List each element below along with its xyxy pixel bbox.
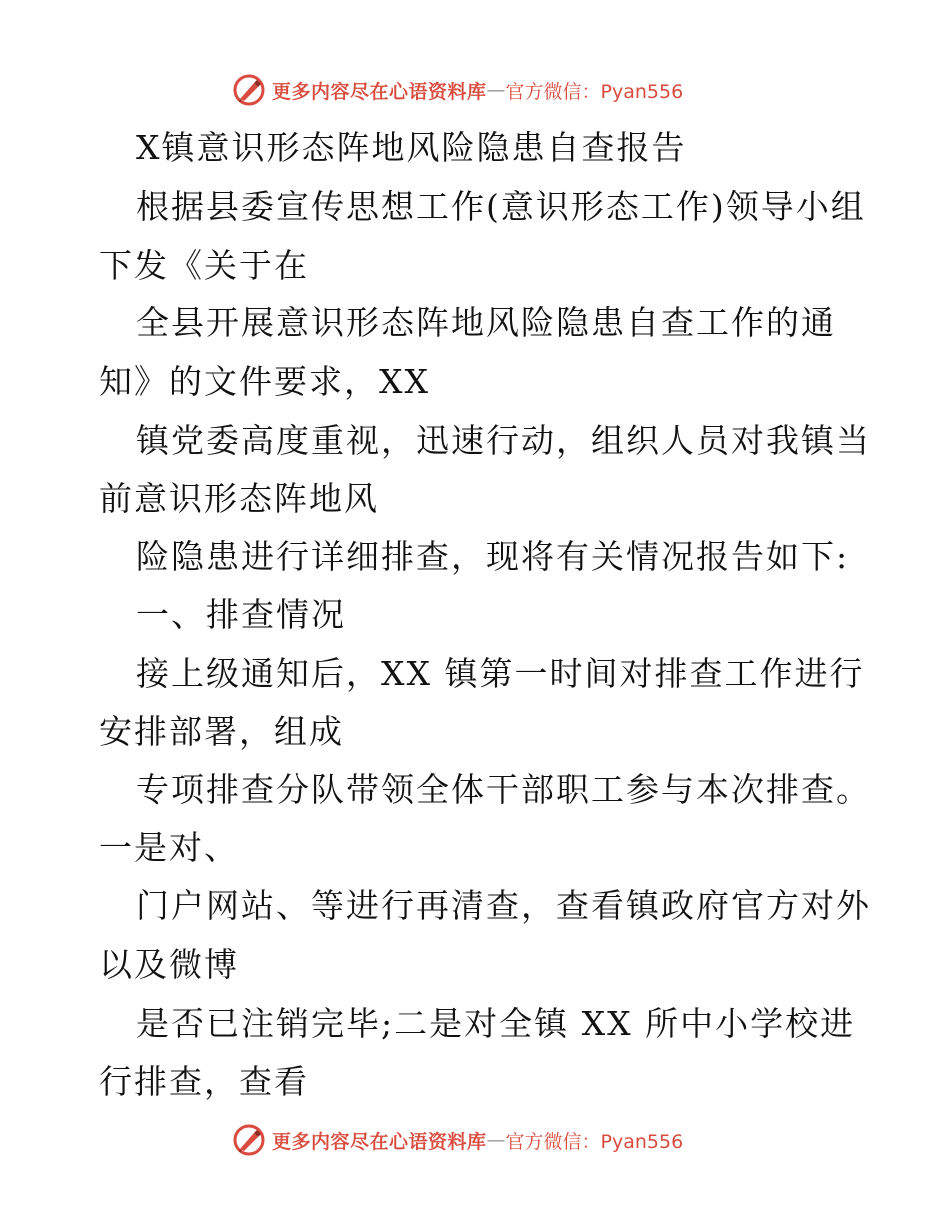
watermark-dash: — bbox=[486, 1129, 506, 1151]
paragraph-line: 知》的文件要求，XX bbox=[99, 362, 430, 401]
paragraph-line: 全县开展意识形态阵地风险隐患自查工作的通 bbox=[136, 303, 836, 342]
paragraph-line: 前意识形态阵地风 bbox=[99, 479, 379, 518]
watermark-wechat: 官方微信：Pyan556 bbox=[505, 80, 684, 103]
paragraph-line: 险隐患进行详细排查，现将有关情况报告如下: bbox=[136, 537, 850, 576]
paragraph-line: 行排查，查看 bbox=[99, 1062, 309, 1101]
paragraph-line: 安排部署，组成 bbox=[99, 712, 344, 751]
watermark-footer bbox=[232, 1122, 683, 1158]
paragraph-line: 一是对、 bbox=[99, 828, 239, 867]
section-heading: 一、排查情况 bbox=[136, 595, 346, 634]
paragraph-line: 专项排查分队带领全体干部职工参与本次排查。 bbox=[136, 770, 871, 809]
watermark-wechat: 官方微信：Pyan556 bbox=[505, 1130, 684, 1153]
pen-logo-icon bbox=[232, 1123, 266, 1157]
watermark-dash: — bbox=[486, 79, 506, 101]
paragraph-line: 下发《关于在 bbox=[99, 246, 309, 285]
paragraph-line: 根据县委宣传思想工作(意识形态工作)领导小组 bbox=[136, 187, 866, 226]
watermark-header bbox=[232, 72, 683, 108]
watermark-text: 更多内容尽在心语资料库 bbox=[272, 80, 487, 103]
paragraph-line: 镇党委高度重视，迅速行动，组织人员对我镇当 bbox=[136, 421, 871, 460]
paragraph-line: 是否已注销完毕;二是对全镇 XX 所中小学校进 bbox=[136, 1004, 856, 1043]
paragraph-line: 门户网站、等进行再清查，查看镇政府官方对外 bbox=[136, 886, 871, 925]
paragraph-line: 接上级通知后，XX 镇第一时间对排查工作进行 bbox=[136, 654, 865, 693]
pen-logo-icon bbox=[232, 73, 266, 107]
watermark-text: 更多内容尽在心语资料库 bbox=[272, 1130, 487, 1153]
document-title: X镇意识形态阵地风险隐患自查报告 bbox=[136, 128, 687, 167]
paragraph-line: 以及微博 bbox=[99, 945, 239, 984]
